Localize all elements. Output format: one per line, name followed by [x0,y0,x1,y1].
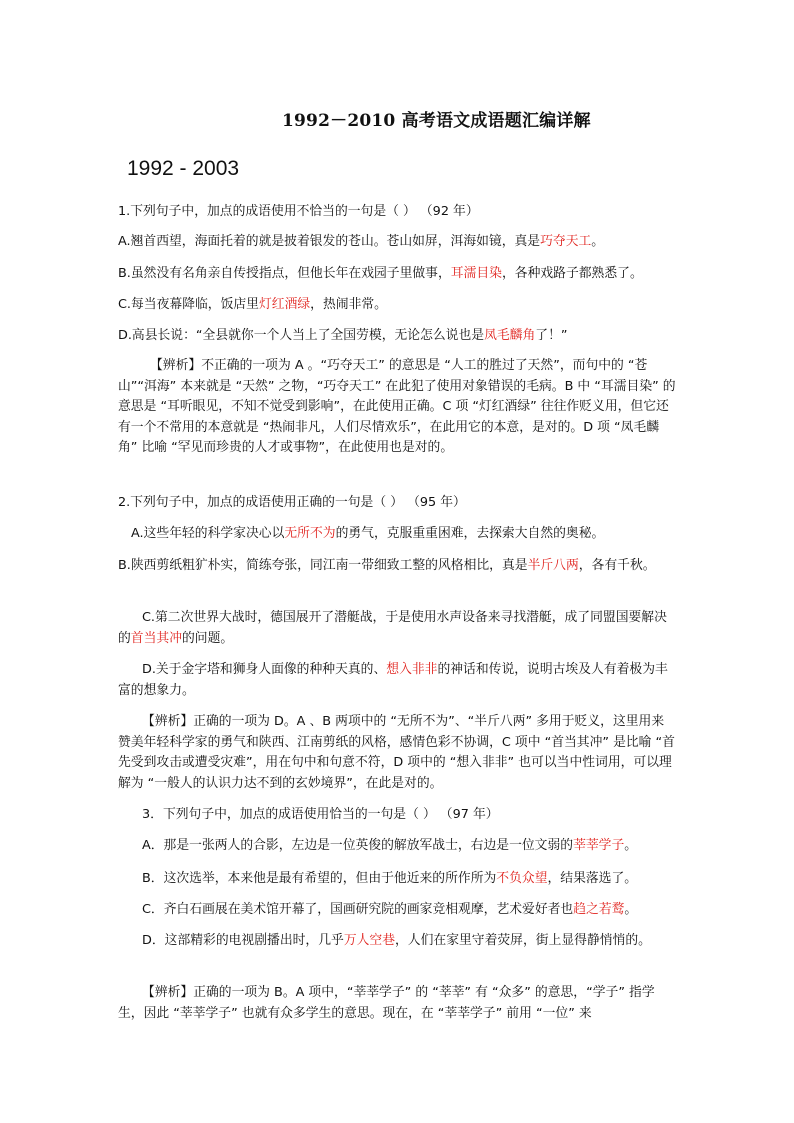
question-3-stem: 3．下列句子中，加点的成语使用恰当的一句是（ ） （97 年） [142,807,499,822]
idiom-highlight: 凤毛麟角 [484,328,536,343]
question-3-option-c [142,900,637,920]
question-2-option-c [118,608,676,649]
question-1-option-d [118,326,568,346]
option-text: C.第二次世界大战时，德国展开了潜艇战，于是使用水声设备来寻找潜艇，成了同盟国要解决的 [118,610,667,646]
option-text: B.虽然没有名角亲自传授指点，但他长年在戏园子里做事， [118,266,451,281]
option-text: 的神话和传说，说明古埃及人有着极为丰富的想象力。 [118,662,668,698]
option-text: A．那是一张两人的合影，左边是一位英俊的解放军战士，右边是一位文弱的 [142,838,574,853]
option-text: ，各有千秋。 [578,558,656,573]
option-text: D.关于金字塔和狮身人面像的种种天真的、 [142,662,387,677]
option-text: D．这部精彩的电视剧播出时，几乎 [142,933,344,948]
question-3-analysis: 【辨析】正确的一项为 B。A 项中，“莘莘学子” 的 “莘莘” 有 “众多” 的意思，“学子” 指学生，因此 “莘莘学子” 也就有众多学生的意思。现在，在 “莘莘学子” 前用 “一位” 来 [118,985,655,1021]
question-1-option-c [118,295,387,315]
option-text: ，各种戏路子都熟悉了。 [501,266,643,281]
option-text: 的问题。 [181,630,234,646]
option-text: D.高县长说：“全县就你一个人当上了全国劳模，无论怎么说也是 [118,328,485,343]
option-text: C．齐白石画展在美术馆开幕了，国画研究院的画家竞相观摩，艺术爱好者也 [142,902,574,917]
question-2-stem: 2.下列句子中，加点的成语使用正确的一句是（ ） （95 年） [118,495,466,510]
idiom-highlight: 万人空巷 [343,933,395,948]
idiom-highlight: 半斤八两 [527,558,579,573]
idiom-highlight: 趋之若鹜 [573,902,625,917]
option-text: 了！” [535,328,568,343]
option-text: 。 [624,838,638,853]
option-text: B．这次选举，本来他是最有希望的，但由于他近来的所作所为 [142,871,497,886]
question-1-stem: 1.下列句子中，加点的成语使用不恰当的一句是（ ） （92 年） [118,204,479,219]
option-text: ，人们在家里守着荧屏，街上显得静悄悄的。 [395,933,651,948]
option-text: ，结果落选了。 [547,871,638,886]
idiom-highlight: 无所不为 [284,526,336,541]
question-3-option-b [142,869,637,889]
idiom-highlight: 耳濡目染 [450,266,502,281]
option-text: C.每当夜幕降临，饭店里 [118,297,259,312]
question-1-analysis: 【辨析】不正确的一项为 A 。“巧夺天工” 的意思是 “人工的胜过了天然”，而句中的 “苍山”“洱海” 本来就是 “天然” 之物，“巧夺天工” 在此犯了使用对象错误的毛病。B 中 “耳濡目染” 的意思是 “耳听眼见，不知不觉受到影响”，在此使用正确。C 项 “灯红酒绿” 往往作贬义用，但它还有一个不常用的本意就是 “热闹非凡，人们尽情欢乐”，在此用它的本意，是对的。D 项 “凤毛麟角” 比喻 “罕见而珍贵的人才或事物”，在此使用也是对的。 [118,358,676,455]
question-1-option-b [118,264,643,284]
section-heading: 1992 - 2003 [127,157,240,180]
idiom-highlight: 巧夺天工 [540,234,592,249]
question-1-option-a [118,232,604,252]
option-text: ，热闹非常。 [310,297,387,312]
idiom-highlight: 想入非非 [386,662,438,677]
question-3-option-a [142,836,637,856]
idiom-highlight: 莘莘学子 [573,838,625,853]
question-2-option-a [131,524,604,544]
idiom-highlight: 灯红酒绿 [258,297,311,312]
question-2-option-b [118,556,676,577]
idiom-highlight: 不负众望 [496,871,548,886]
option-text: A.这些年轻的科学家决心以 [131,526,285,541]
option-text: B.陕西剪纸粗犷朴实，简练夸张，同江南一带细致工整的风格相比，真是 [118,558,528,573]
idiom-highlight: 首当其冲 [130,630,182,646]
option-text: 的勇气，克服重重困难，去探索大自然的奥秘。 [335,526,605,541]
question-2-option-d [118,660,676,701]
option-text: 。 [591,234,605,249]
option-text: A.翘首西望，海面托着的就是披着银发的苍山。苍山如屏，洱海如镜，真是 [118,234,541,249]
option-text: 。 [624,902,638,917]
question-2-analysis: 【辨析】正确的一项为 D。A 、B 两项中的 “无所不为”、“半斤八两” 多用于贬义，这里用来赞美年轻科学家的勇气和陕西、江南剪纸的风格，感情色彩不协调，C 项中 “首当其冲” 是比喻 “首先受到攻击或遭受灾难”，用在句中和句意不符，D 项中的 “想入非非” 也可以当中性词用，可以理解为 “一般人的认识力达不到的玄妙境界”，在此是对的。 [118,714,675,791]
question-3-option-d [118,931,676,952]
page-title: 1992－2010 高考语文成语题汇编详解 [282,111,591,131]
